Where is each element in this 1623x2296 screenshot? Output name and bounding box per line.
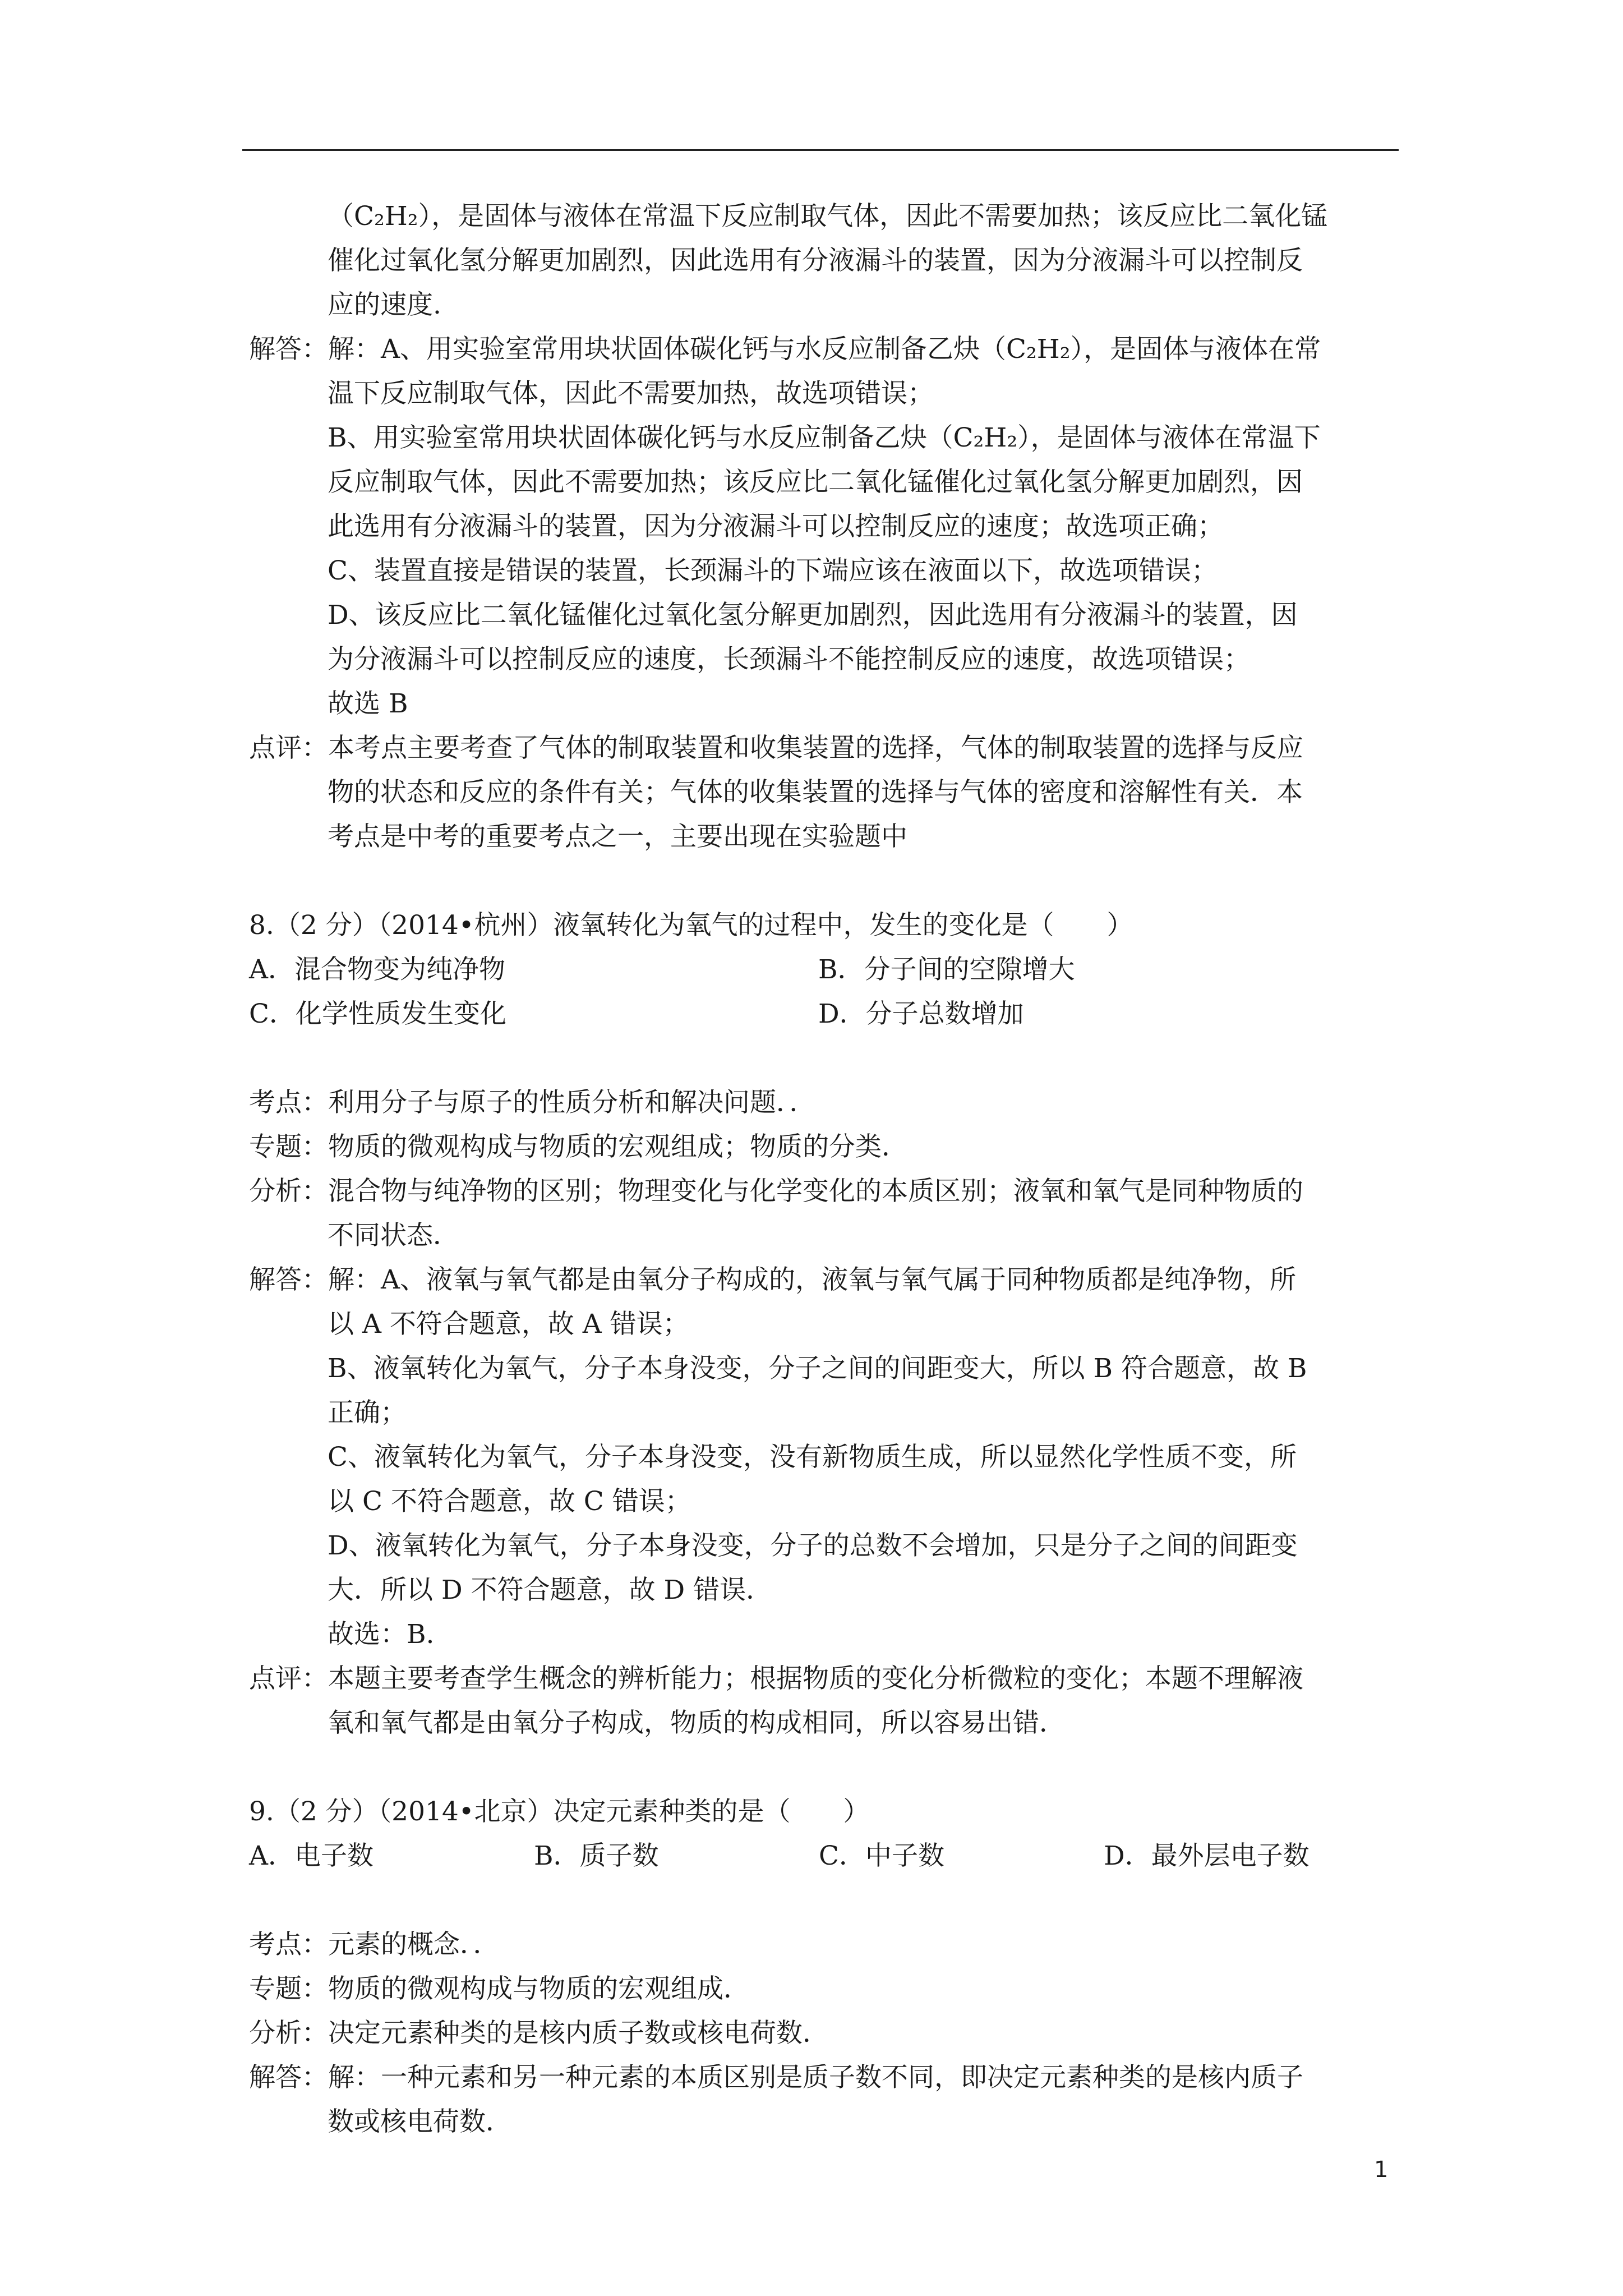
q8-jieda-line: 故选：B.	[328, 1619, 435, 1650]
prev-comment-line: 物的状态和反应的条件有关；气体的收集装置的选择与气体的密度和溶解性有关．本	[328, 777, 1303, 808]
prev-answer-line: 解答：解：A、用实验室常用块状固体碳化钙与水反应制备乙炔（C₂H₂），是固体与液体在常	[249, 334, 1321, 365]
q8-jieda-line: 解答：解：A、液氧与氧气都是由氧分子构成的，液氧与氧气属于同种物质都是纯净物，所	[249, 1264, 1296, 1295]
q9-option-c: C．中子数	[819, 1841, 944, 1871]
q8-option-a: A．混合物变为纯净物	[249, 954, 505, 985]
q8-stem: 8.（2 分）（2014•杭州）液氧转化为氧气的过程中，发生的变化是（ ）	[249, 910, 1133, 941]
q9-option-b: B．质子数	[534, 1841, 659, 1871]
q8-option-c: C．化学性质发生变化	[249, 999, 506, 1029]
prev-answer-line: B、用实验室常用块状固体碳化钙与水反应制备乙炔（C₂H₂），是固体与液体在常温下	[328, 422, 1321, 453]
q9-option-a: A．电子数	[249, 1841, 374, 1871]
q8-jieda-line: B、液氧转化为氧气，分子本身没变，分子之间的间距变大，所以 B 符合题意，故 B	[328, 1353, 1307, 1384]
q8-jieda-line: 以 A 不符合题意，故 A 错误；	[328, 1309, 689, 1340]
q8-jieda-line: 以 C 不符合题意，故 C 错误；	[328, 1486, 691, 1517]
q8-options-row	[249, 992, 1399, 1036]
q8-option-d: D．分子总数增加	[818, 999, 1024, 1029]
prev-analysis-line: 应的速度.	[328, 289, 441, 320]
q9-jieda-line: 数或核电荷数．	[328, 2106, 512, 2137]
q9-zhuanti: 专题：物质的微观构成与物质的宏观组成．	[249, 1973, 750, 2004]
document-body	[249, 194, 1399, 2144]
prev-answer-line: 故选 B	[328, 688, 408, 719]
q8-jieda-line: C、液氧转化为氧气，分子本身没变，没有新物质生成，所以显然化学性质不变，所	[328, 1442, 1297, 1473]
q8-zhuanti: 专题：物质的微观构成与物质的宏观组成；物质的分类．	[249, 1131, 908, 1162]
prev-answer-line: 为分液漏斗可以控制反应的速度，长颈漏斗不能控制反应的速度，故选项错误；	[328, 644, 1250, 675]
q9-fenxi: 分析：决定元素种类的是核内质子数或核电荷数．	[249, 2018, 829, 2049]
prev-answer-line: 温下反应制取气体，因此不需要加热，故选项错误；	[328, 378, 934, 409]
prev-answer-line: D、该反应比二氧化锰催化过氧化氢分解更加剧烈，因此选用有分液漏斗的装置，因	[328, 600, 1298, 631]
page-number: 1	[1374, 2157, 1389, 2183]
q9-jieda-line: 解答：解：一种元素和另一种元素的本质区别是质子数不同，即决定元素种类的是核内质子	[249, 2062, 1303, 2093]
q9-stem: 9.（2 分）（2014•北京）决定元素种类的是（ ）	[249, 1796, 870, 1827]
q8-jieda-line: 正确；	[328, 1397, 407, 1428]
q8-fenxi-line: 不同状态．	[328, 1220, 459, 1251]
q8-option-b: B．分子间的空隙增大	[818, 954, 1075, 985]
q8-jieda-line: D、液氧转化为氧气，分子本身没变，分子的总数不会增加，只是分子之间的间距变	[328, 1530, 1298, 1561]
q9-option-d: D．最外层电子数	[1104, 1841, 1310, 1871]
prev-answer-line: 反应制取气体，因此不需要加热；该反应比二氧化锰催化过氧化氢分解更加剧烈，因	[328, 467, 1303, 498]
prev-analysis-line: （C₂H₂），是固体与液体在常温下反应制取气体，因此不需要加热；该反应比二氧化锰	[328, 201, 1328, 232]
prev-comment-line: 点评：本考点主要考查了气体的制取装置和收集装置的选择，气体的制取装置的选择与反应	[249, 733, 1303, 763]
header-rule	[242, 149, 1399, 151]
q8-dianping-line: 氧和氧气都是由氧分子构成，物质的构成相同，所以容易出错．	[328, 1708, 1066, 1738]
prev-comment-line: 考点是中考的重要考点之一，主要出现在实验题中	[328, 821, 907, 852]
prev-analysis-line: 催化过氧化氢分解更加剧烈，因此选用有分液漏斗的装置，因为分液漏斗可以控制反	[328, 245, 1303, 276]
q8-jieda-line: 大．所以 D 不符合题意，故 D 错误．	[328, 1575, 773, 1605]
q8-fenxi-line: 分析：混合物与纯净物的区别；物理变化与化学变化的本质区别；液氧和氧气是同种物质的	[249, 1176, 1303, 1207]
prev-answer-line: 此选用有分液漏斗的装置，因为分液漏斗可以控制反应的速度；故选项正确；	[328, 511, 1224, 542]
q9-kaodian: 考点：元素的概念．．	[249, 1929, 500, 1960]
q9-options-row	[249, 1834, 1399, 1878]
q8-kaodian: 考点：利用分子与原子的性质分析和解决问题．．	[249, 1087, 816, 1118]
prev-answer-line: C、装置直接是错误的装置，长颈漏斗的下端应该在液面以下，故选项错误；	[328, 555, 1218, 586]
q8-options-row	[249, 947, 1399, 992]
q8-dianping-line: 点评：本题主要考查学生概念的辨析能力；根据物质的变化分析微粒的变化；本题不理解液	[249, 1663, 1303, 1694]
